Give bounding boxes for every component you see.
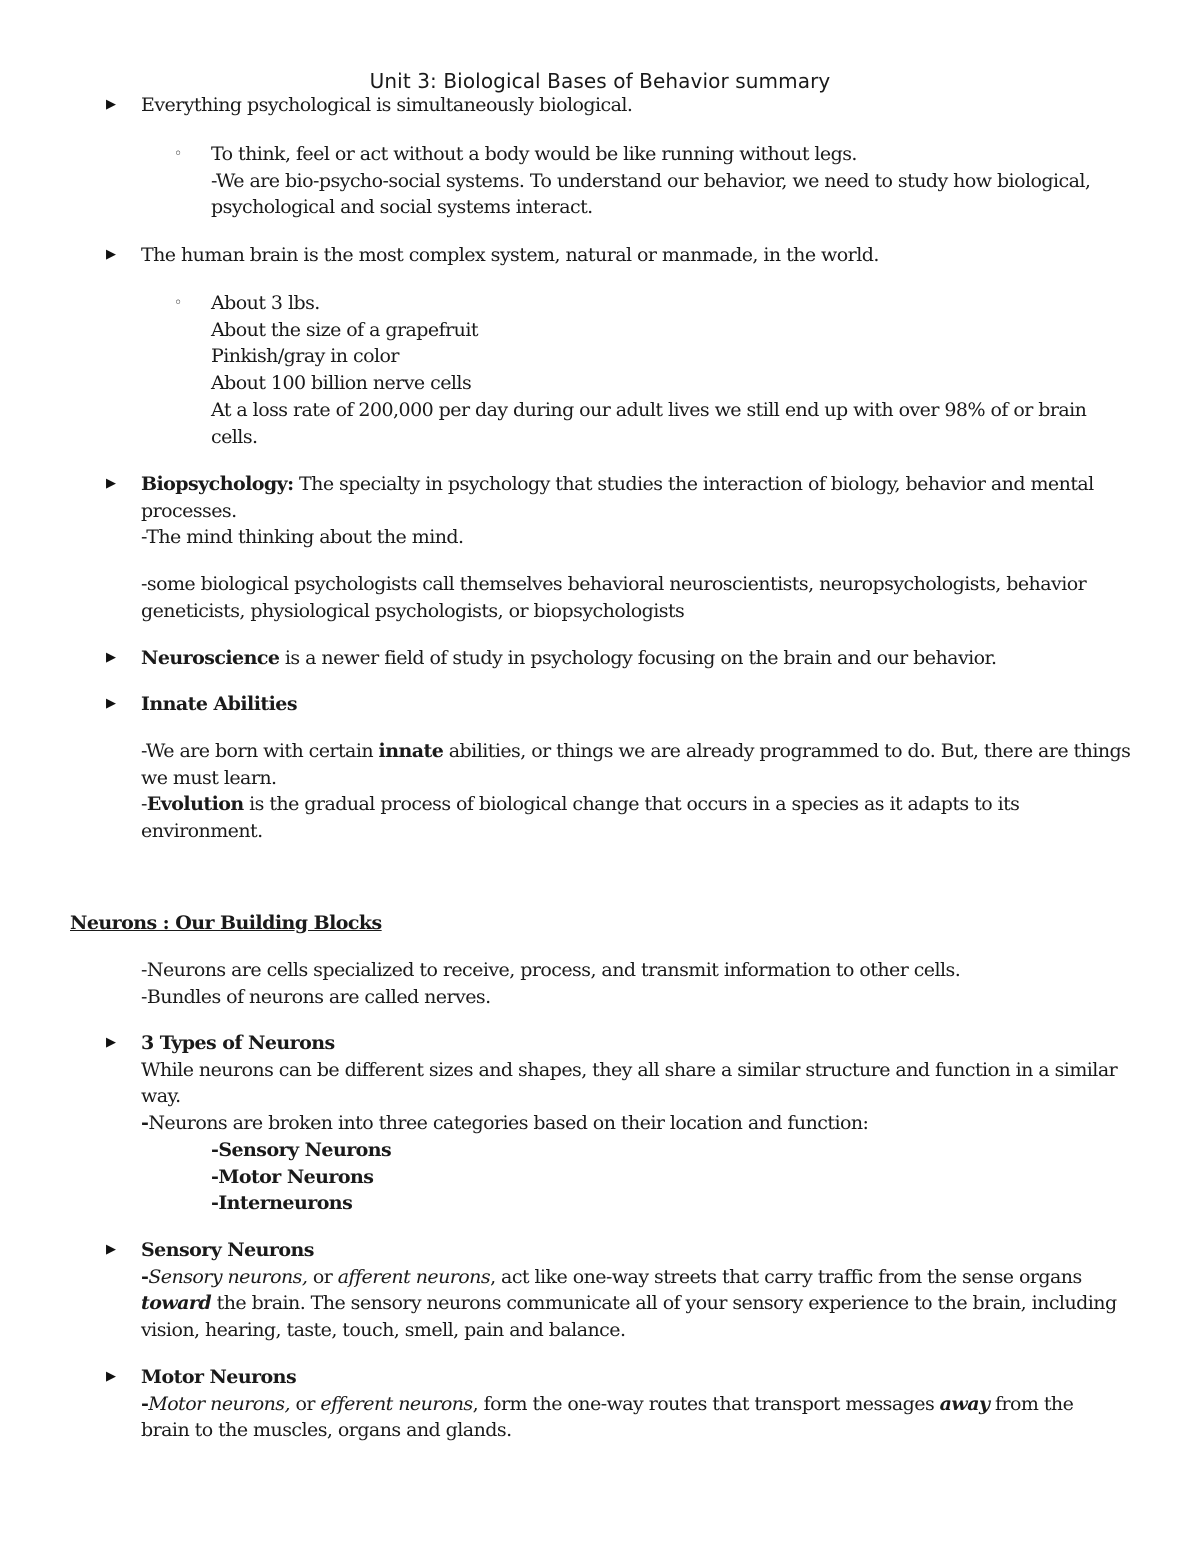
paragraph-neurons-definition: -Neurons are cells specialized to receive, process, and transmit information to other cells. -Bundles of neurons are called nerves. <box>141 959 961 1008</box>
bullet-innate-abilities <box>141 691 297 718</box>
list-item-sensory: -Sensory Neurons <box>211 1139 392 1161</box>
bullet-psychological-biological: Everything psychological is simultaneously biological. <box>141 94 633 116</box>
bullet-arrow-icon: ▶ <box>106 1369 116 1384</box>
bullet-arrow-icon: ▶ <box>106 696 116 711</box>
bullet-arrow-icon: ▶ <box>106 1242 116 1257</box>
term-evolution: Evolution <box>146 793 244 816</box>
bullet-biopsychology: Biopsychology: The specialty in psychology that studies the interaction of biology, behavior and mental processes. -The mind thinking about the mind. <box>141 473 1094 549</box>
heading-sensory-neurons: Sensory Neurons <box>141 1239 314 1261</box>
paragraph-biological-psychologists: -some biological psychologists call themselves behavioral neuroscientists, neuropsychologists, behavior geneticists, physiological psychologists, or biopsychologists <box>141 573 1087 622</box>
term-away: away <box>939 1392 990 1415</box>
heading-innate-abilities: Innate Abilities <box>141 693 297 715</box>
term-innate: innate <box>378 740 444 762</box>
section-heading-neurons: Neurons : Our Building Blocks <box>70 912 382 934</box>
bullet-arrow-icon: ▶ <box>106 97 116 112</box>
heading-three-types: 3 Types of Neurons <box>141 1032 335 1054</box>
sub-bullet-circle-icon: ◦ <box>174 295 182 311</box>
list-item-motor: -Motor Neurons <box>211 1165 374 1188</box>
page-title: Unit 3: Biological Bases of Behavior summary <box>369 69 831 93</box>
list-item-interneurons: -Interneurons <box>211 1192 353 1215</box>
paragraph-innate-evolution: -We are born with certain innate abilities, or things we are already programmed to do. But, there are things we must learn. -Evolution is the gradual process of biological change that occurs in a species as it adapts to its environment. <box>141 740 1131 843</box>
bullet-arrow-icon: ▶ <box>106 650 116 665</box>
bullet-arrow-icon: ▶ <box>106 1035 116 1050</box>
bullet-neuroscience: Neuroscience is a newer field of study in psychology focusing on the brain and our behavior. <box>141 647 997 669</box>
bullet-three-types: 3 Types of Neurons While neurons can be different sizes and shapes, they all share a similar structure and function in a similar way. -Neurons are broken into three categories based on their location and function: <box>141 1032 1118 1135</box>
sub-list-bio-psycho-social: To think, feel or act without a body would be like running without legs. -We are bio-psycho-social systems. To understand our behavior, we need to study how biological, psychological and social systems interact. <box>211 143 1091 219</box>
bullet-arrow-icon: ▶ <box>106 247 116 262</box>
bullet-sensory-neurons: Sensory Neurons -Sensory neurons, or afferent neurons, act like one-way streets that carry traffic from the sense organs toward the brain. The sensory neurons communicate all of your sensory experience to the brain, including vision, hearing, taste, touch, smell, pain and balance. <box>141 1239 1117 1342</box>
sub-bullet-circle-icon: ◦ <box>174 146 182 162</box>
sub-list-brain-facts: About 3 lbs. About the size of a grapefruit Pinkish/gray in color About 100 billion nerve cells At a loss rate of 200,000 per day during our adult lives we still end up with over 98% of or brain cells. <box>211 292 1087 448</box>
term-toward: toward <box>141 1292 212 1315</box>
bullet-arrow-icon: ▶ <box>106 476 116 491</box>
bullet-human-brain: The human brain is the most complex system, natural or manmade, in the world. <box>141 244 879 266</box>
bullet-motor-neurons: Motor Neurons -Motor neurons, or efferent neurons, form the one-way routes that transport messages away from the brain to the muscles, organs and glands. <box>141 1366 1074 1442</box>
term-neuroscience: Neuroscience <box>141 647 280 669</box>
heading-motor-neurons: Motor Neurons <box>141 1366 297 1388</box>
term-biopsychology: Biopsychology: <box>141 473 294 495</box>
list-neuron-types <box>211 1137 391 1217</box>
